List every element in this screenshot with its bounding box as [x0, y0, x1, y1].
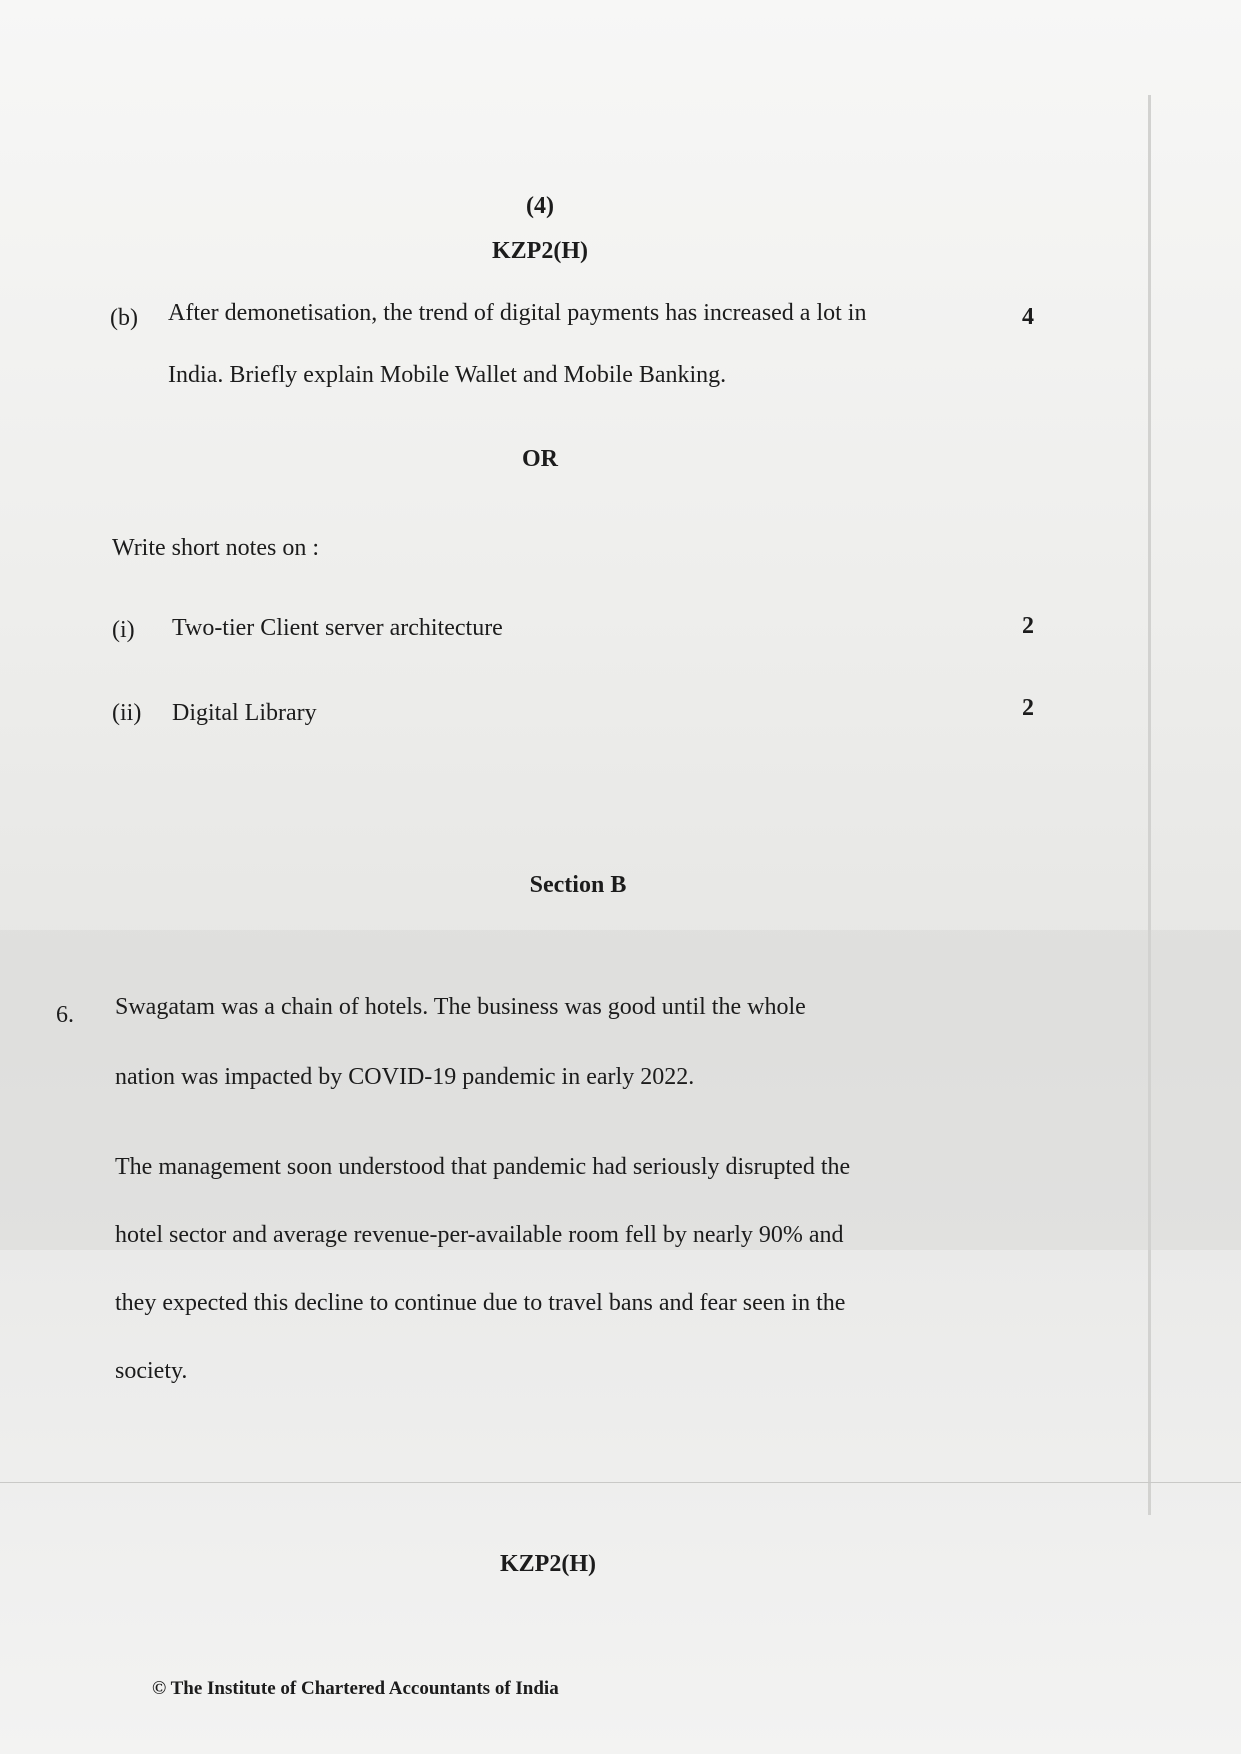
or-label: OR — [522, 446, 558, 472]
short-note-ii-label: (ii) — [112, 700, 142, 726]
short-note-i-marks: 2 — [1022, 613, 1034, 639]
paper-code-footer: KZP2(H) — [500, 1551, 596, 1577]
paper-code-header: KZP2(H) — [492, 238, 588, 264]
scan-fold-line — [0, 1482, 1241, 1483]
question-6-line-6: society. — [115, 1358, 188, 1384]
question-b-line-2: India. Briefly explain Mobile Wallet and Mobile Banking. — [168, 362, 727, 388]
question-6-number: 6. — [56, 1002, 74, 1028]
question-6-line-2: nation was impacted by COVID-19 pandemic in early 2022. — [115, 1064, 695, 1090]
question-6-line-5: they expected this decline to continue due to travel bans and fear seen in the — [115, 1290, 846, 1316]
question-6-line-3: The management soon understood that pandemic had seriously disrupted the — [115, 1154, 851, 1180]
page-number: (4) — [526, 193, 554, 219]
short-note-i-text: Two-tier Client server architecture — [172, 615, 503, 641]
short-note-i-label: (i) — [112, 617, 135, 643]
short-note-ii-marks: 2 — [1022, 695, 1034, 721]
question-6-line-4: hotel sector and average revenue-per-available room fell by nearly 90% and — [115, 1222, 844, 1248]
short-notes-intro: Write short notes on : — [112, 535, 319, 561]
section-b-title: Section B — [529, 872, 627, 898]
short-note-ii-text: Digital Library — [172, 700, 317, 726]
question-6-line-1: Swagatam was a chain of hotels. The business was good until the whole — [115, 994, 806, 1020]
question-b-line-1: After demonetisation, the trend of digital payments has increased a lot in — [168, 300, 867, 326]
question-b-marks: 4 — [1022, 304, 1034, 330]
copyright-notice: © The Institute of Chartered Accountants of India — [152, 1678, 559, 1699]
question-b-label: (b) — [110, 305, 138, 331]
page-edge-right — [1148, 95, 1151, 1515]
